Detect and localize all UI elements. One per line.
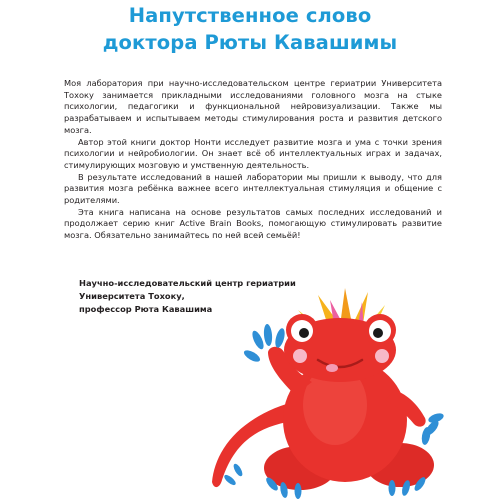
monster-tongue: [326, 364, 338, 372]
clay-monster-illustration: [150, 278, 460, 500]
page-title: [0, 2, 500, 56]
article-body: [64, 78, 442, 242]
paragraph-2: Автор этой книги доктор Нонти исследует развитие мозга и ума с точки зрения психологии и нейробиологии. Он знает всё об интеллектуальных играх и задачах, стимулирующих мозговую и умственную деятельность.: [64, 136, 442, 170]
signature-line-3: профессор Рюта Кавашима: [79, 303, 213, 314]
paragraph-1: Моя лаборатория при научно-исследовательском центре гериатрии Университета Тохоку занимается прикладными исследованиями головного мозга на стыке психологии, педагогики и функциональной нейровизуализации. Также мы разрабатываем и испытываем методы стимулирования роста и развития детского мозга.: [64, 78, 442, 135]
monster-right-cheek: [375, 349, 389, 363]
title-line-2: доктора Рюты Кавашимы: [102, 31, 398, 54]
signature-line-1: Научно-исследовательский центр гериатрии: [79, 278, 296, 288]
signature-line-2: Университета Тохоку,: [79, 290, 185, 301]
monster-left-cheek: [293, 349, 307, 363]
paragraph-4: Эта книга написана на основе результатов самых последних исследований и продолжает серию книг Active Brain Books, помогающую стимулировать развитие мозга. Обязательно занимайтесь по ней всей семьёй!: [64, 206, 442, 241]
paragraph-3: В результате исследований в нашей лаборатории мы пришли к выводу, что для развития мозга ребёнка важнее всего интеллектуальная стимуляция и общение с родителями.: [64, 171, 442, 206]
title-line-1: Напутственное слово: [128, 4, 372, 27]
